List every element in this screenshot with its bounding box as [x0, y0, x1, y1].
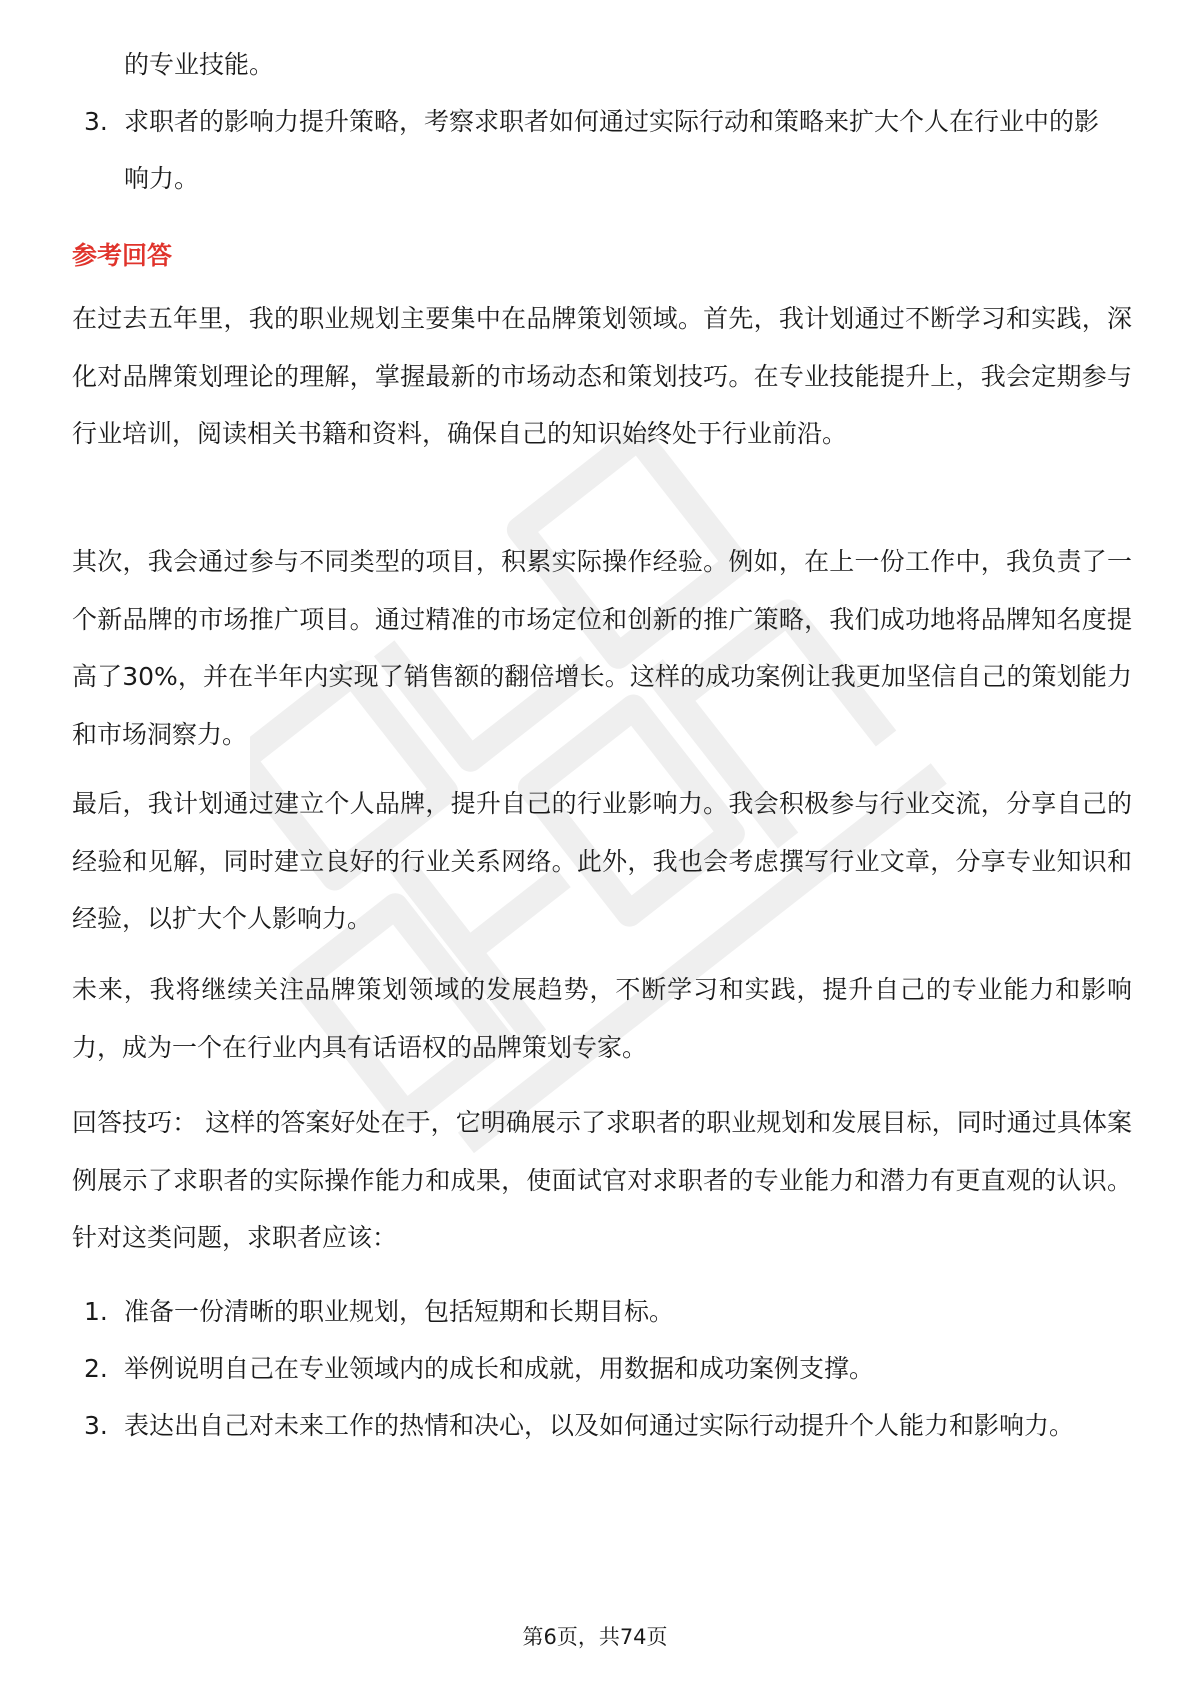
paragraph-4: 未来，我将继续关注品牌策划领域的发展趋势，不断学习和实践，提升自己的专业能力和影响力，成为一个在行业内具有话语权的品牌策划专家。 — [72, 975, 1132, 1062]
list-item-number: 3. — [84, 1411, 108, 1440]
list-item — [72, 36, 1122, 93]
paragraph-2: 其次，我会通过参与不同类型的项目，积累实际操作经验。例如，在上一份工作中，我负责了一个新品牌的市场推广项目。通过精准的市场定位和创新的推广策略，我们成功地将品牌知名度提高了30%，并在半年内实现了销售额的翻倍增长。这样的成功案例让我更加坚信自己的策划能力和市场洞察力。 — [72, 547, 1132, 749]
list-item-text: 表达出自己对未来工作的热情和决心，以及如何通过实际行动提升个人能力和影响力。 — [124, 1411, 1075, 1440]
answer-tips-paragraph: 回答技巧： 这样的答案好处在于，它明确展示了求职者的职业规划和发展目标，同时通过具体案例展示了求职者的实际操作能力和成果，使面试官对求职者的专业能力和潜力有更直观的认识。针对这类问题，求职者应该： — [72, 1108, 1132, 1252]
list-item-continuation: 的专业技能。 — [124, 50, 275, 79]
list-item-text: 求职者的影响力提升策略，考察求职者如何通过实际行动和策略来扩大个人在行业中的影响力。 — [124, 107, 1100, 193]
tips-numbered-list — [72, 1283, 1122, 1454]
list-item-text: 准备一份清晰的职业规划，包括短期和长期目标。 — [124, 1297, 675, 1326]
list-item-number: 1. — [84, 1297, 108, 1326]
list-item-number: 2. — [84, 1354, 108, 1383]
list-item-text: 举例说明自己在专业领域内的成长和成就，用数据和成功案例支撑。 — [124, 1354, 875, 1383]
paragraph-3: 最后，我计划通过建立个人品牌，提升自己的行业影响力。我会积极参与行业交流，分享自己的经验和见解，同时建立良好的行业关系网络。此外，我也会考虑撰写行业文章，分享专业知识和经验，以扩大个人影响力。 — [72, 789, 1132, 933]
page-footer: 第6页，共74页 — [522, 1625, 668, 1649]
paragraph-1: 在过去五年里，我的职业规划主要集中在品牌策划领域。首先，我计划通过不断学习和实践，深化对品牌策划理论的理解，掌握最新的市场动态和策划技巧。在专业技能提升上，我会定期参与行业培训，阅读相关书籍和资料，确保自己的知识始终处于行业前沿。 — [72, 304, 1132, 448]
list-item — [72, 1340, 1122, 1397]
top-numbered-list — [72, 36, 1122, 207]
list-item — [72, 1283, 1122, 1340]
list-item — [72, 1397, 1122, 1454]
list-item — [72, 93, 1122, 207]
answer-heading: 参考回答 — [72, 241, 173, 270]
list-item-number: 3. — [84, 107, 108, 136]
